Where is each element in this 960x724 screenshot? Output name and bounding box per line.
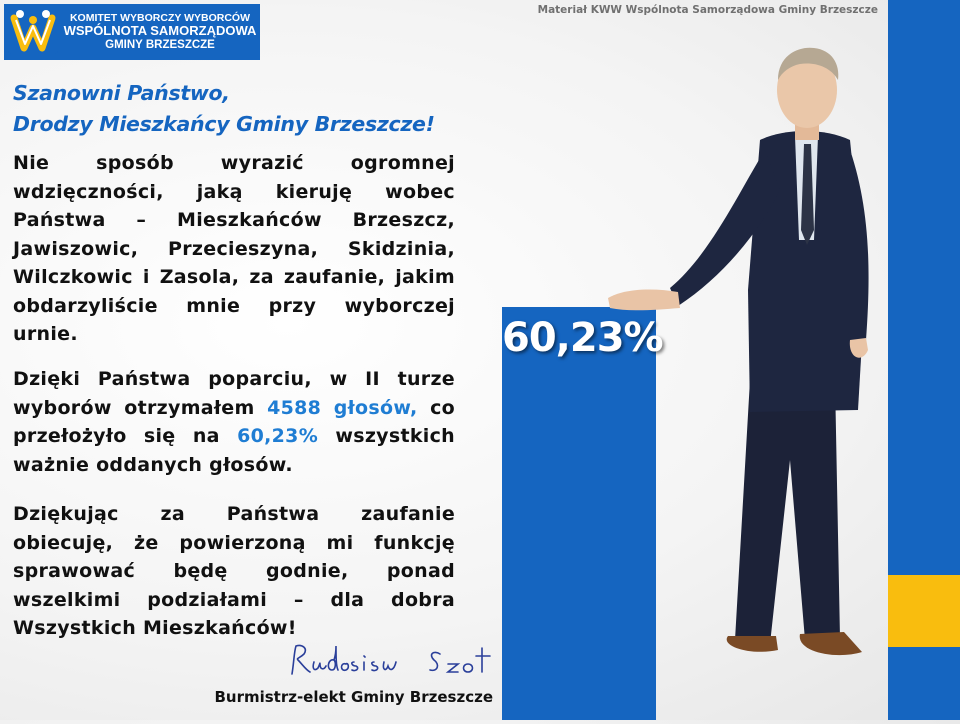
- logo-line-3: GMINY BRZESZCZE: [105, 38, 215, 51]
- handwritten-signature: [288, 640, 503, 680]
- paragraph-promise: Dziękując za Państwa zaufanie obiecuję, że powierzoną mi funkcję sprawować będę godnie, ponad wszelkimi podziałami – dla dobra Wszystkich Mieszkańców!: [13, 503, 455, 639]
- greeting-line-1: Szanowni Państwo,: [13, 81, 230, 105]
- committee-logo: [4, 4, 260, 60]
- logo-line-1: KOMITET WYBORCZY WYBORCÓW: [69, 11, 251, 24]
- decorative-yellow-stripe: [888, 575, 960, 647]
- greeting-line-2: Drodzy Mieszkańcy Gminy Brzeszcze!: [13, 112, 435, 136]
- logo-emblem-icon: [4, 4, 62, 60]
- results-text-b: co przełożyło się na: [13, 396, 455, 447]
- votes-percentage: 60,23%: [237, 425, 319, 447]
- paragraph-gratitude: Nie sposób wyrazić ogromnej wdzięczności, jaką kieruję wobec Państwa – Mieszkańców Brzeszcz, Jawiszowic, Przecieszyna, Skidzinia, Wilczkowic i Zasola, za zaufanie, jakim obdarzyliście mnie przy wyborczej urnie.: [13, 152, 455, 345]
- logo-text: [62, 12, 258, 52]
- result-percentage-label: 60,23%: [502, 315, 663, 361]
- paragraph-results: [13, 365, 455, 479]
- greeting: [13, 78, 483, 140]
- material-note: Materiał KWW Wspólnota Samorządowa Gminy Brzeszcze: [537, 4, 878, 16]
- results-text-a: Dzięki Państwa poparciu, w II turze wyborów otrzymałem: [13, 368, 455, 419]
- logo-line-2: WSPÓLNOTA SAMORZĄDOWA: [63, 22, 257, 38]
- results-text-c: wszystkich ważnie oddanych głosów.: [13, 425, 455, 476]
- signature-caption: Burmistrz-elekt Gminy Brzeszcze: [214, 688, 493, 706]
- votes-count: 4588 głosów,: [267, 396, 418, 419]
- candidate-photo: [600, 40, 890, 720]
